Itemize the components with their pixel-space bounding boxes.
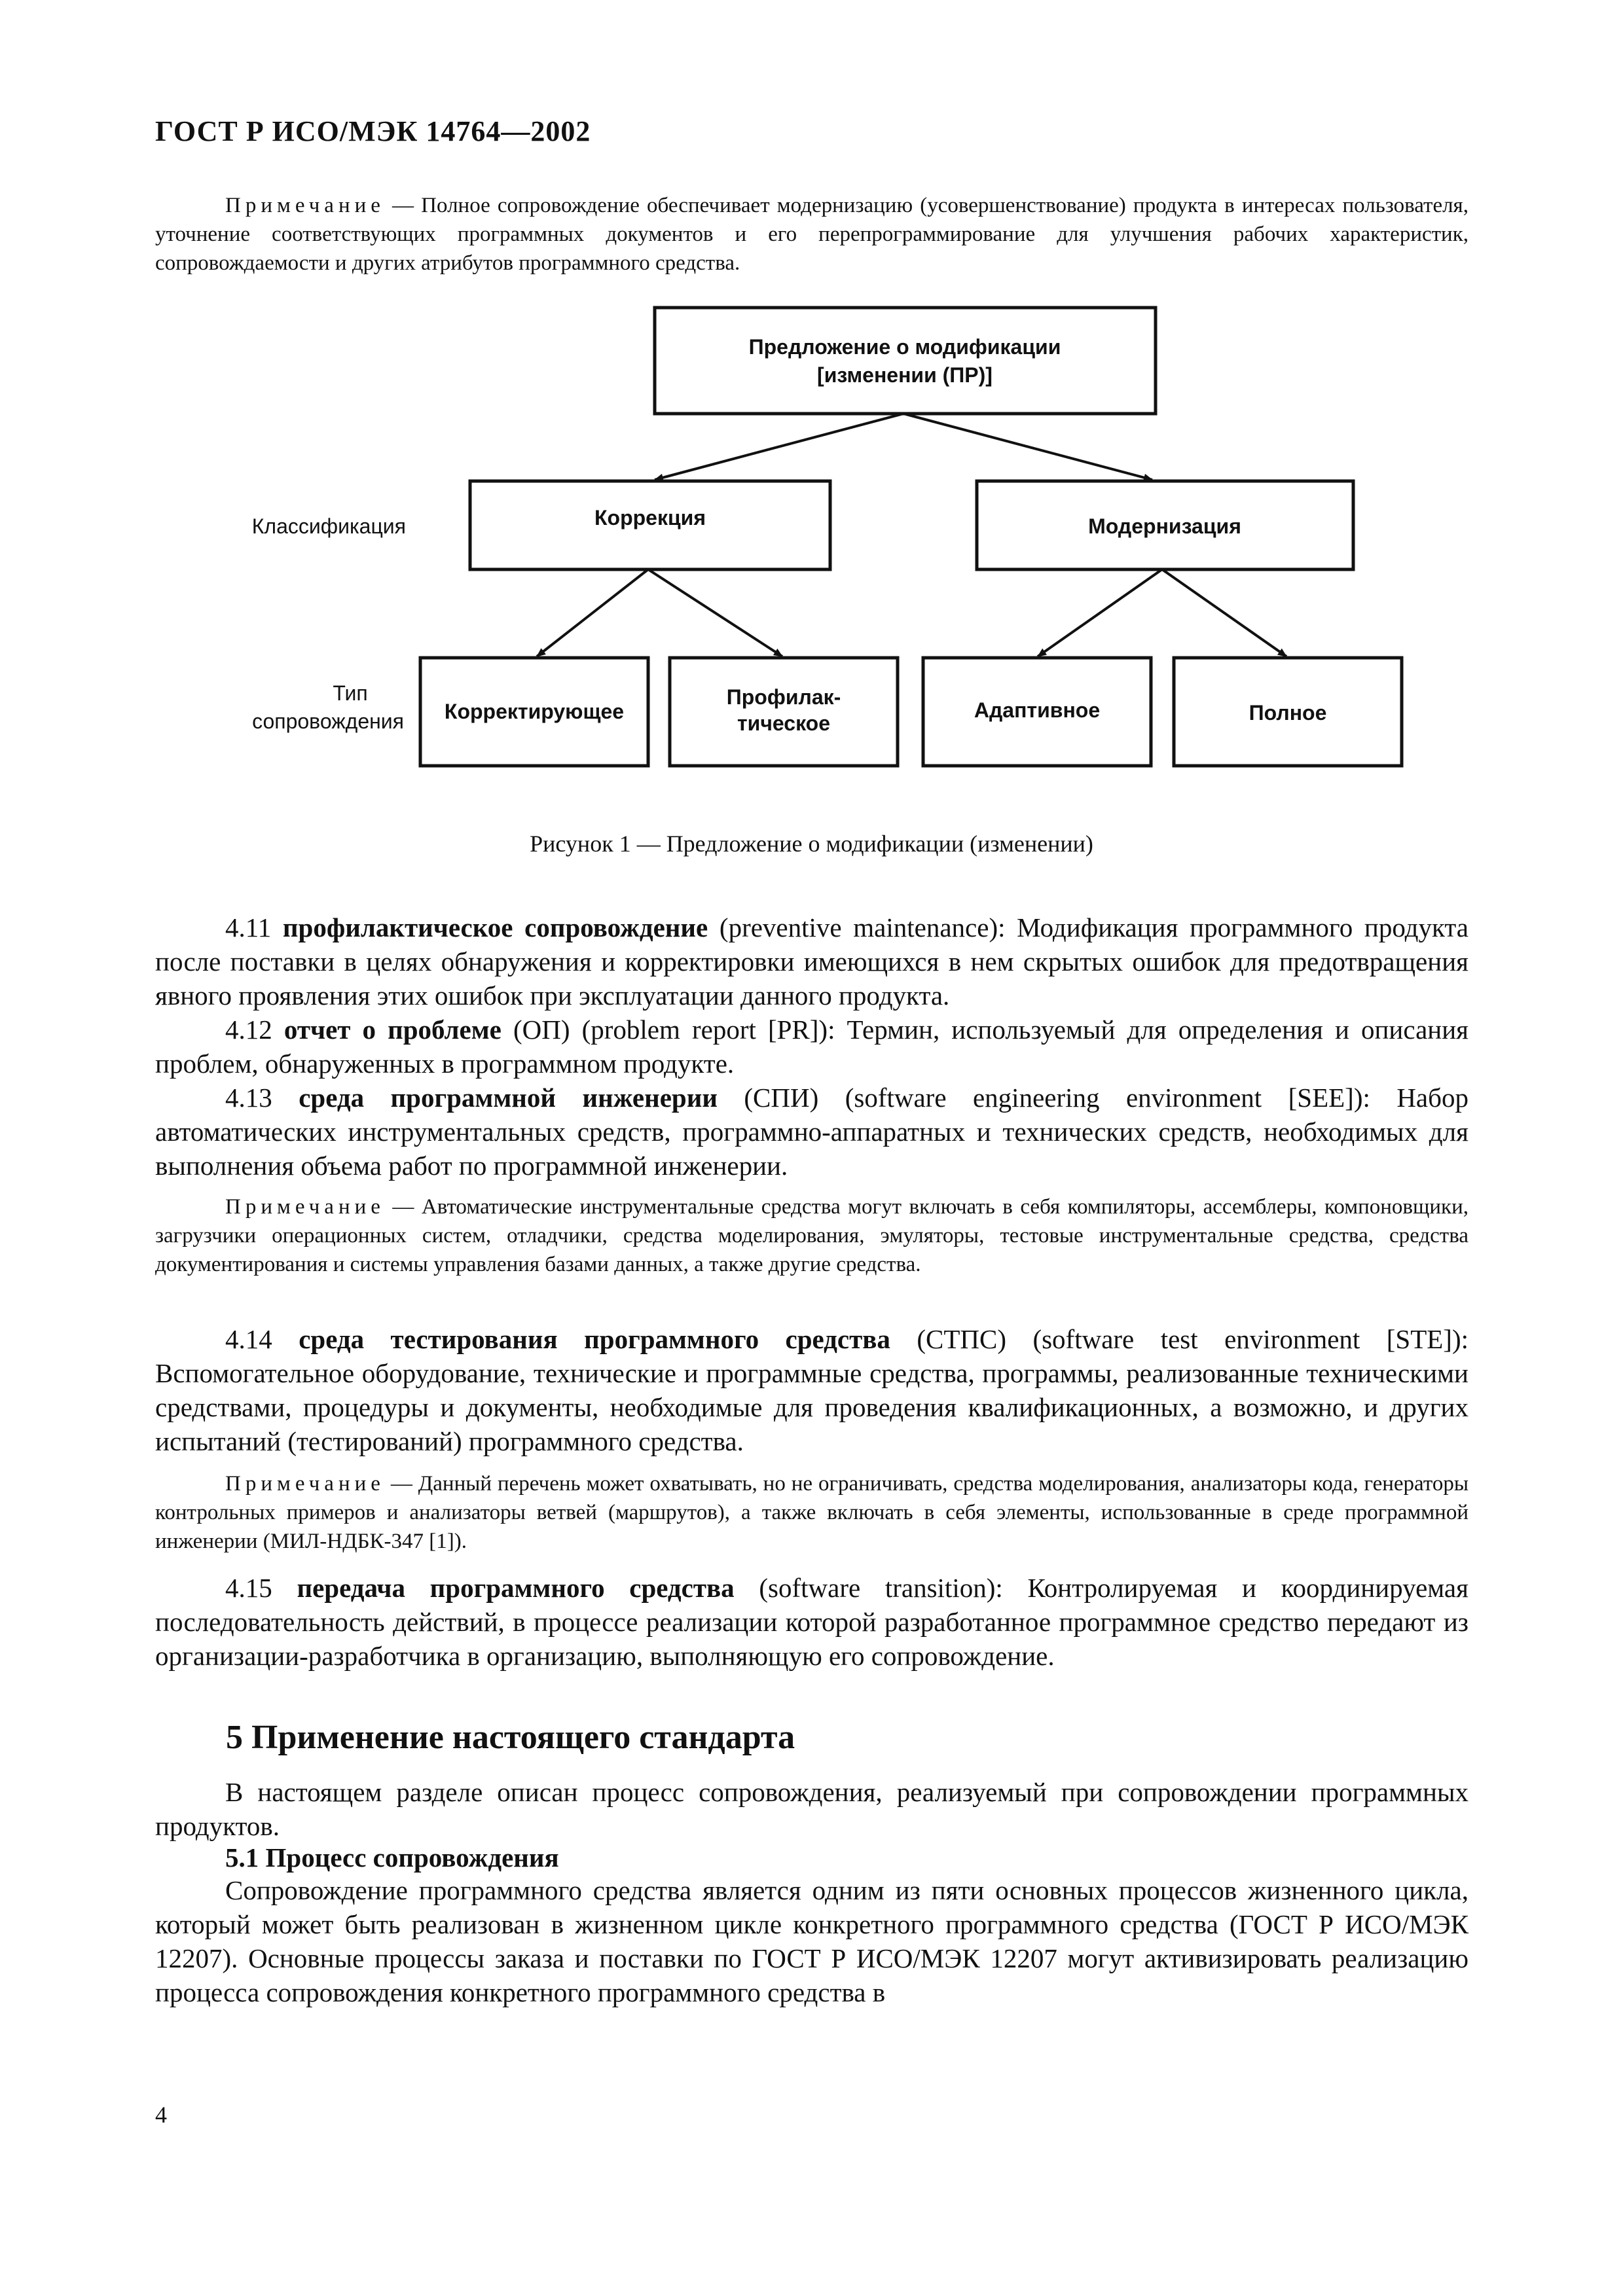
label-top-line2: [изменении (ПР)]	[817, 363, 993, 387]
defined-term: передача программного средства	[297, 1573, 735, 1603]
defined-term: отчет о проблеме	[283, 1014, 501, 1045]
arrow-to-modernization	[903, 414, 1152, 480]
clause-number: 4.13	[225, 1083, 299, 1113]
note-lead: Примечание	[225, 1472, 385, 1496]
note-full-maintenance	[155, 191, 1468, 278]
clause-number: 4.14	[225, 1324, 299, 1354]
label-adaptive: Адаптивное	[974, 698, 1101, 722]
note-test-env	[155, 1469, 1468, 1556]
defined-term: среда программной инженерии	[299, 1083, 718, 1113]
label-modernization: Модернизация	[1088, 514, 1241, 538]
note-lead: Примечание	[225, 1195, 385, 1219]
clause-number: 4.11	[225, 912, 283, 942]
definition-4-14	[155, 1322, 1468, 1458]
note-text: — Данный перечень может охватывать, но не ограничивать, средства моделирования, анализаторы кода, генераторы контрольных примеров и анализаторы ветвей (маршрутов), а также включать в себя элементы, использованные в среде программной инженерии (МИЛ-НДБК-347 [1]).	[155, 1472, 1468, 1553]
label-correction: Коррекция	[594, 506, 706, 529]
subsection-5-1-heading: 5.1 Процесс сопровождения	[225, 1842, 559, 1873]
label-type-line2: сопровождения	[252, 709, 404, 733]
label-preventive-line2: тическое	[737, 711, 831, 735]
note-tools	[155, 1193, 1468, 1279]
arrow-to-perfective	[1162, 569, 1286, 656]
arrow-to-corrective	[537, 569, 648, 656]
label-perfective: Полное	[1249, 701, 1327, 725]
arrow-to-correction	[655, 414, 903, 480]
definition-text: (preventive maintenance): Модификация программного продукта после поставки в целях обнаружения и корректировки имеющихся в нем скрытых ошибок для предотвращения явного проявления этих ошибок при эксплуатации данного продукта.	[155, 912, 1469, 1011]
note-text: — Автоматические инструментальные средства могут включать в себя компиляторы, ассемблеры, компоновщики, загрузчики операционных систем, отладчики, средства моделирования, эмуляторы, тестовые инструментальные средства, средства документирования и системы управления базами данных, а также другие средства.	[155, 1195, 1468, 1276]
note-lead: Примечание	[225, 194, 385, 217]
definition-4-12	[155, 1013, 1468, 1081]
clause-number: 4.12	[225, 1014, 284, 1045]
definition-text: (СТПС) (software test environment [STE]): Вспомогательное оборудование, технические и программные средства, программы, реализованные техническими средствами, процедуры и документы, необходимые для проведения квалификационных, а возможно, и других испытаний (тестирований) программного средства.	[155, 1324, 1468, 1456]
page-number: 4	[155, 2102, 167, 2128]
definition-text: (ОП) (problem report [PR]): Термин, используемый для определения и описания проблем, обнаруженных в программном продукте.	[155, 1014, 1469, 1079]
clause-number: 4.15	[225, 1573, 297, 1603]
label-type-line1: Тип	[333, 681, 368, 705]
definition-text: (СПИ) (software engineering environment [SEE]): Набор автоматических инструментальных средств, программно-аппаратных и технических средств, необходимых для выполнения объема работ по программной инженерии.	[155, 1083, 1468, 1181]
figure-1-diagram	[0, 298, 1623, 782]
definition-4-11	[155, 910, 1468, 1013]
defined-term: профилактическое сопровождение	[282, 912, 708, 942]
definition-text: (software transition): Контролируемая и координируемая последовательность действий, в процессе реализации которой разработанное программное средство передают из организации-разработчика в организацию, выполняющую его сопровождение.	[155, 1573, 1468, 1671]
document-header: ГОСТ Р ИСО/МЭК 14764—2002	[155, 115, 591, 147]
arrow-to-preventive	[648, 569, 782, 656]
section-5-heading: 5 Применение настоящего стандарта	[226, 1719, 795, 1756]
label-preventive-line1: Профилак-	[726, 685, 841, 709]
box-modification-proposal	[655, 308, 1156, 414]
note-text: — Полное сопровождение обеспечивает модернизацию (усовершенствование) продукта в интересах пользователя, уточнение соответствующих программных документов и его перепрограммирование для улучшения рабочих характеристик, сопровождаемости и других атрибутов программного средства.	[155, 194, 1468, 275]
definition-4-15	[155, 1571, 1468, 1673]
label-corrective: Корректирующее	[444, 700, 625, 723]
subsection-5-1-text: Сопровождение программного средства является одним из пяти основных процессов жизненного цикла, который может быть реализован в жизненном цикле конкретного программного средства (ГОСТ Р ИСО/МЭК 12207). Основные процессы заказа и поставки по ГОСТ Р ИСО/МЭК 12207 могут активизировать реализацию процесса сопровождения конкретного программного средства в	[155, 1875, 1468, 2007]
label-top-line1: Предложение о модификации	[748, 335, 1061, 359]
figure-caption: Рисунок 1 — Предложение о модификации (изменении)	[530, 831, 1093, 857]
definition-4-13	[155, 1081, 1468, 1183]
section-5-intro: В настоящем разделе описан процесс сопровождения, реализуемый при сопровождении программных продуктов.	[155, 1777, 1468, 1841]
arrow-to-adaptive	[1038, 569, 1162, 656]
label-classification: Классификация	[251, 514, 406, 538]
defined-term: среда тестирования программного средства	[299, 1324, 890, 1354]
